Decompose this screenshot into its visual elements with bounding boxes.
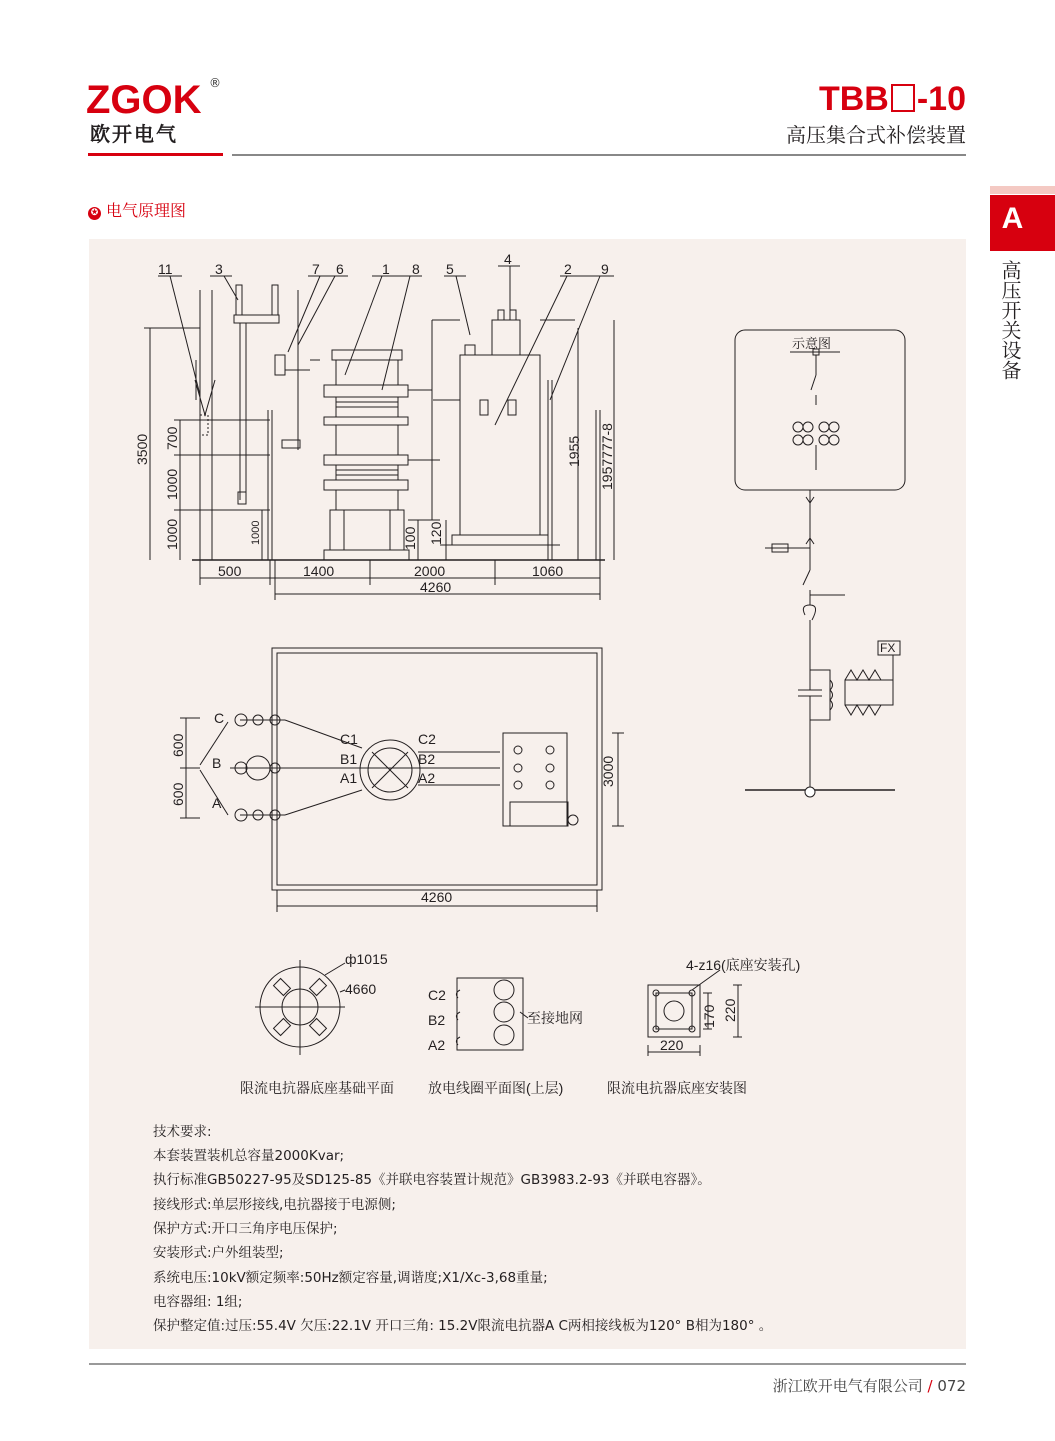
detail2-caption: 放电线圈平面图(上层) xyxy=(428,1080,564,1096)
plan-dim-4260: 4260 xyxy=(421,889,453,905)
dim-1000-b: 1000 xyxy=(164,518,180,550)
footer-separator: / xyxy=(927,1377,933,1395)
callout-1: 1 xyxy=(382,261,390,277)
product-subtitle: 高压集合式补偿装置 xyxy=(786,123,966,147)
plan-dim-600-a: 600 xyxy=(170,733,186,757)
detail1-caption: 限流电抗器底座基础平面 xyxy=(240,1080,394,1096)
footer-divider xyxy=(89,1363,966,1365)
tech-line: 电容器组: 1组; xyxy=(153,1294,243,1310)
callout-9: 9 xyxy=(601,261,609,277)
plan-phase-b: B xyxy=(212,755,222,771)
detail2-label-a2: A2 xyxy=(428,1037,446,1053)
section-heading xyxy=(88,198,186,221)
dim-1000-c: 1000 xyxy=(250,520,262,545)
detail3-caption: 限流电抗器底座安装图 xyxy=(607,1080,747,1096)
dim-4260-elev: 4260 xyxy=(420,579,452,595)
footer xyxy=(773,1375,966,1396)
detail2-label-b2: B2 xyxy=(428,1012,446,1028)
registered-mark: ® xyxy=(209,76,221,90)
section-bullet-icon: ✪ xyxy=(88,207,101,220)
callout-3: 3 xyxy=(215,261,223,277)
detail3-dim-170: 170 xyxy=(701,1004,717,1028)
title-prefix: TBB xyxy=(818,80,889,118)
tech-line: 接线形式:单层形接线,电抗器接于电源侧; xyxy=(153,1197,396,1213)
callout-4: 4 xyxy=(504,251,512,267)
tech-line: 系统电压:10kV额定频率:50Hz额定容量,调谐度;X1/Xc-3,68重量; xyxy=(153,1270,548,1286)
dim-1955: 1955 xyxy=(566,435,582,467)
logo-brand: ZGOK xyxy=(86,78,202,122)
dim-2000: 2000 xyxy=(414,563,446,579)
footer-company: 浙江欧开电气有限公司 xyxy=(772,1377,923,1395)
callout-2: 2 xyxy=(564,261,572,277)
side-tab-accent xyxy=(990,186,1055,194)
dim-100: 100 xyxy=(402,526,418,550)
detail1-dim-4660: 4660 xyxy=(345,981,377,997)
detail2-ground: 至接地网 xyxy=(527,1010,583,1026)
plan-phase-a2: A2 xyxy=(418,770,436,786)
callout-11: 11 xyxy=(158,261,173,277)
side-tab-label: 高压开关设备 xyxy=(998,260,1022,380)
schematic-title: 示意图 xyxy=(792,336,832,351)
plan-phase-a1: A1 xyxy=(340,770,358,786)
detail3-dim-220-h: 220 xyxy=(660,1037,684,1053)
plan-phase-b2: B2 xyxy=(418,751,436,767)
plan-phase-c2: C2 xyxy=(418,731,436,747)
dim-1060: 1060 xyxy=(532,563,564,579)
section-heading-text: 电气原理图 xyxy=(106,201,187,220)
header-divider xyxy=(232,154,966,156)
callout-6: 6 xyxy=(336,261,344,277)
detail1-dim-diameter: ф1015 xyxy=(345,951,388,967)
fx-label: FX xyxy=(880,641,896,655)
tech-line: 保护方式:开口三角序电压保护; xyxy=(153,1221,338,1237)
detail2-label-c2: C2 xyxy=(428,987,446,1003)
dim-1957777-8: 1957777-8 xyxy=(599,423,615,490)
dim-500: 500 xyxy=(218,563,242,579)
tech-line: 安装形式:户外组装型; xyxy=(153,1245,284,1261)
plan-dim-600-b: 600 xyxy=(170,782,186,806)
page-number: 072 xyxy=(937,1377,966,1395)
dim-700: 700 xyxy=(164,426,180,450)
plan-dim-3000: 3000 xyxy=(600,755,616,787)
detail3-hole-label: 4-z16(底座安装孔) xyxy=(686,957,801,973)
tech-line: 保护整定值:过压:55.4V 欠压:22.1V 开口三角: 15.2V限流电抗器A C两相接线板为120° B相为180° 。 xyxy=(153,1318,773,1334)
logo-brand-cn: 欧开电气 xyxy=(90,122,178,146)
product-title xyxy=(819,80,966,118)
dim-3500: 3500 xyxy=(134,433,150,465)
dim-120: 120 xyxy=(428,521,444,545)
callout-8: 8 xyxy=(412,261,420,277)
dim-1400: 1400 xyxy=(303,563,335,579)
tech-heading: 技术要求: xyxy=(153,1124,212,1140)
side-tab-letter: A xyxy=(1001,202,1024,235)
title-suffix: -10 xyxy=(916,80,966,118)
plan-phase-a: A xyxy=(212,795,222,811)
logo-underline xyxy=(88,153,223,156)
plan-phase-c1: C1 xyxy=(340,731,358,747)
plan-phase-b1: B1 xyxy=(340,751,358,767)
callout-5: 5 xyxy=(446,261,454,277)
tech-line: 执行标准GB50227-95及SD125-85《并联电容装置计规范》GB3983.2-93《并联电容器》。 xyxy=(153,1172,711,1188)
callout-7: 7 xyxy=(312,261,320,277)
title-box-icon xyxy=(891,84,915,112)
dim-1000-a: 1000 xyxy=(164,468,180,500)
detail3-dim-220-v: 220 xyxy=(722,998,738,1022)
tech-line: 本套装置装机总容量2000Kvar; xyxy=(153,1148,345,1164)
plan-phase-c: C xyxy=(214,710,225,726)
electrical-drawing xyxy=(89,239,966,1119)
